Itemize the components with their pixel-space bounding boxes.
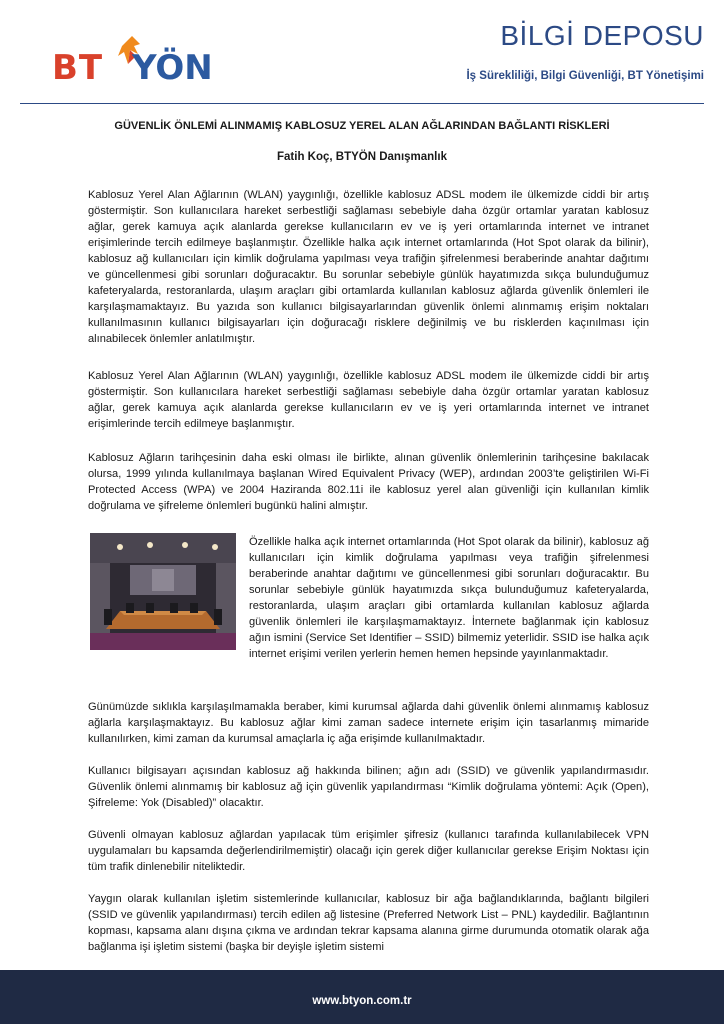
document-title: GÜVENLİK ÖNLEMİ ALINMAMIŞ KABLOSUZ YEREL ALAN AĞLARINDAN BAĞLANTI RİSKLERİ (114, 120, 610, 132)
paragraph: Kablosuz Yerel Alan Ağlarının (WLAN) yaygınlığı, özellikle kablosuz ADSL modem ile ülkemizde ciddi bir artış göstermiştir. Son kullanıcılara hareket serbestliği sağlaması sebebiyle daha özgür ortamlar yaratan kablosuz ağlar, gerek kamuya açık alanlarda gerekse kullanıcıların ev ve iş yeri ortamlarında internet ve intranet erişimlerinde tercih edilmeye başlanmıştır. Özellikle halka açık internet ortamlarında (Hot Spot olarak da bilinir), kablosuz ağ kullanıcıları için kimlik doğrulama yapılması veya trafiğin şifrelenmesi beraberinde anahtar dağıtımı ve güncellenmesi gibi sorunları doğuracaktır. Bu sorunlar sebebiyle günlük hayatımızda sıkça bulunduğumuz kafeteryalarda, restoranlarda, ulaşım araçları gibi ortamlarda kullanılan kablosuz ağlarda güvenlik önlemleri ile karşılaşmamaktayız. Bu yazıda son kullanıcı bilgisayarlarından güvenlik önlemi alınmamış erişim noktaları kullanılmasının kullanıcı bilgisayarları için doğuracağı risklere değinilmiş ve bu risklerden kaçınılması için alınabilecek önlemler anlatılmıştır. (88, 189, 649, 345)
article-section-intro (88, 187, 649, 363)
logo-text-bt: BT (52, 48, 104, 88)
paragraph: Günümüzde sıklıkla karşılaşılmamakla beraber, kimi kurumsal ağlarda dahi güvenlik önlemi alınmamış kablosuz ağlarla karşılaşmaktayız. Bu kablosuz ağlar kimi zaman sadece internete erişim için tasarlanmış mimaride kullanılırken, kimi zaman da kurumsal amaçlarla iç ağa erişimde kullanılmaktadır. (88, 701, 649, 745)
document-author: Fatih Koç, BTYÖN Danışmanlık (277, 151, 447, 163)
header-title: BİLGİ DEPOSU (500, 20, 704, 51)
paragraph: Yaygın olarak kullanılan işletim sistemlerinde kullanıcılar, kablosuz bir ağa bağlandıklarında, bağlantı bilgileri (SSID ve güvenlik yapılandırması) tercih edilen ağ listesine (Preferred Network List – PNL) kaydedilir. Bağlantının kopması, kapsama alanı dışına çıkma ve ardından tekrar kapsama alanına girme durumunda otomatik olarak ağa bağlanma işi işletim sistemi (başka bir deyişle işletim sistemi (88, 893, 649, 953)
header-divider (20, 103, 704, 104)
paragraph: Güvenli olmayan kablosuz ağlardan yapılacak tüm erişimler şifresiz (kullanıcı tarafında kullanılabilecek VPN uygulamaları bu kapsamda değerlendirilmemiştir) olacağı için gerek diğer kullanıcılar gerekse Erişim Noktası için tüm trafik dinlenebilir niteliktedir. (88, 829, 649, 873)
logo-text-yon: YÖN (132, 48, 213, 88)
paragraph: Kablosuz Yerel Alan Ağlarının (WLAN) yaygınlığı, özellikle kablosuz ADSL modem ile ülkemizde ciddi bir artış göstermiştir. Son kullanıcılara hareket serbestliği sağlaması sebebiyle daha özgür ortamlar yaratan kablosuz ağlar, gerek kamuya açık alanlarda gerekse kullanıcıların ev ve iş yeri ortamlarında internet ve intranet erişimlerinde tercih edilmeye başlanmıştır. (88, 370, 649, 430)
article-section-2 (88, 368, 649, 448)
footer-website-link[interactable]: www.btyon.com.tr (312, 995, 412, 1007)
paragraph: Kablosuz Ağların tarihçesinin daha eski olması ile birlikte, alınan güvenlik önlemlerinin tarihçesine bakılacak olursa, 1999 yılında kullanılmaya başlanan Wired Equivalent Privacy (WEP), ardından 2003’te geliştirilen Wi-Fi Protected Access (WPA) ve 2004 Haziranda 802.11i ile kablosuz yerel alan güvenliği için kullanılan kimlik doğrulama ve şifreleme önlemleri bugünkü halini almıştır. (88, 452, 649, 512)
article-section-3 (88, 450, 649, 530)
paragraph: Özellikle halka açık internet ortamlarında (Hot Spot olarak da bilinir), kablosuz ağ kullanıcıları için kimlik doğrulama yapılması veya trafiğin şifrelenmesi beraberinde anahtar dağıtımı ve güncellenmesi gibi sorunları doğuracaktır. Bu sorunlar sebebiyle günlük hayatımızda sıkça bulunduğumuz kafeteryalarda, restoranlarda, ulaşım araçları gibi ortamlarda kullanılan kablosuz ağlarda güvenlik önlemleri ile karşılaşmamaktayız. İnternete bağlanmak için kablosuz ağın ismini (Service Set Identifier – SSID) bilmemiz yeterlidir. SSID ise halka açık internet erişimi verilen yerlerin hemen hemen hepsinde yayınlanmaktadır. (249, 536, 649, 660)
article-section-rest (88, 699, 649, 971)
header-subtitle: İş Sürekliliği, Bilgi Güvenliği, BT Yönetişimi (466, 70, 704, 82)
btyon-logo (52, 34, 212, 94)
article-section-4 (88, 534, 649, 662)
paragraph: Kullanıcı bilgisayarı açısından kablosuz ağ hakkında bilinen; ağın adı (SSID) ve güvenlik yapılandırmasıdır. Güvenlik önlemi alınmamış bir kablosuz ağ için güvenlik yapılandırması “Kimlik doğrulama yöntemi: Açık (Open), Şifreleme: Yok (Disabled)” olacaktır. (88, 765, 649, 809)
